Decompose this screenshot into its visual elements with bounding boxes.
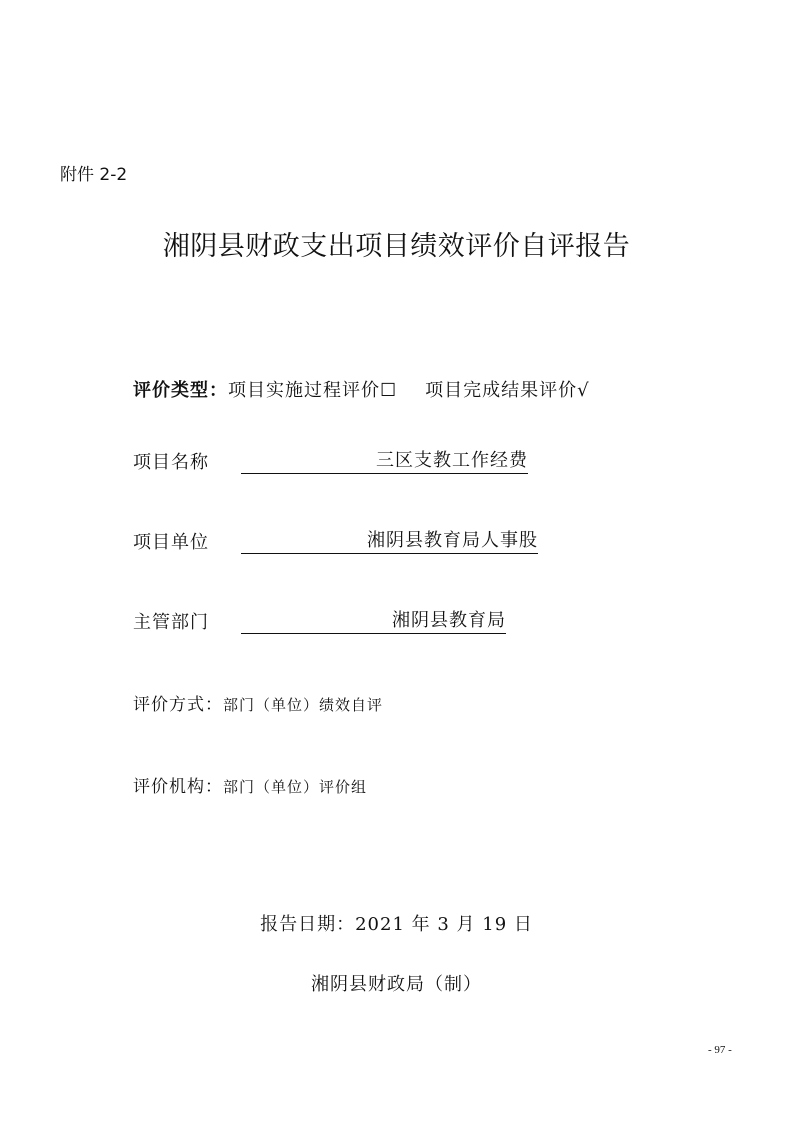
project-name-row — [133, 448, 528, 474]
evaluation-body-row — [133, 772, 367, 797]
evaluation-type-row — [133, 376, 590, 402]
evaluation-method-row — [133, 690, 383, 715]
evaluation-method-value: 部门（单位）绩效自评 — [223, 696, 384, 714]
project-name-label: 项目名称 — [133, 452, 209, 473]
supervising-dept-row — [133, 608, 506, 634]
issuer: 湘阴县财政局（制） — [311, 974, 482, 995]
project-unit-value: 湘阴县教育局人事股 — [241, 529, 538, 554]
supervising-dept-value: 湘阴县教育局 — [241, 609, 506, 634]
evaluation-type-label: 评价类型： — [133, 380, 228, 401]
project-name-value: 三区支教工作经费 — [241, 449, 528, 474]
document-title: 湘阴县财政支出项目绩效评价自评报告 — [162, 231, 631, 262]
attachment-label: 附件 2-2 — [60, 165, 128, 185]
evaluation-type-result-option: 项目完成结果评价√ — [425, 380, 590, 401]
evaluation-body-label: 评价机构： — [133, 777, 223, 797]
evaluation-body-value: 部门（单位）评价组 — [223, 778, 368, 796]
report-date: 报告日期：2021 年 3 月 19 日 — [260, 914, 533, 935]
project-unit-label: 项目单位 — [133, 532, 209, 553]
page-number: - 97 - — [708, 1044, 732, 1056]
evaluation-method-label: 评价方式： — [133, 695, 223, 715]
project-unit-row — [133, 528, 538, 554]
evaluation-type-process-option: 项目实施过程评价☐ — [228, 380, 398, 401]
supervising-dept-label: 主管部门 — [133, 612, 209, 633]
